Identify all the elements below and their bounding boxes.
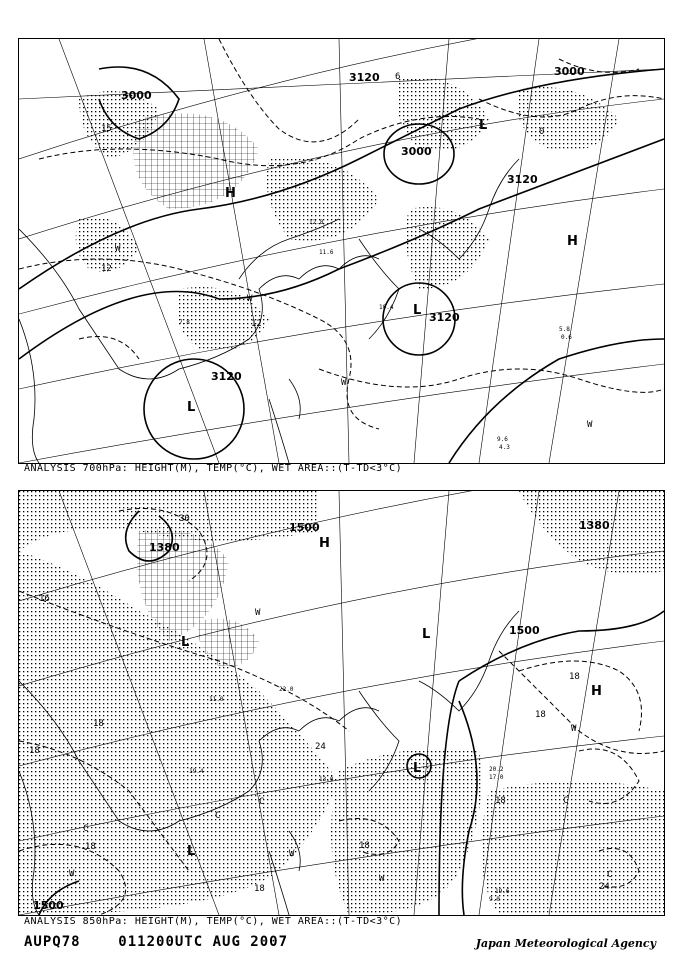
station-value: 0.6: [561, 334, 572, 341]
panel-850hpa-caption: ANALYSIS 850hPa: HEIGHT(M), TEMP(°C), WET AREA::(T-TD<3°C): [24, 916, 403, 927]
wet-areas: [19, 491, 664, 915]
station-value: 13.0: [319, 776, 334, 783]
temp-label: 12: [251, 319, 262, 329]
temp-label: 16: [39, 594, 50, 604]
station-value: 4.3: [499, 444, 510, 451]
station-value: 20.2: [489, 766, 504, 773]
wet-areas: [76, 77, 619, 351]
cold-center: C: [607, 870, 613, 880]
station-value: 10.4: [379, 304, 394, 311]
panel-700hpa-caption: ANALYSIS 700hPa: HEIGHT(M), TEMP(°C), WET AREA::(T-TD<3°C): [24, 463, 403, 474]
height-label: 1500: [33, 899, 64, 912]
station-value: 11.6: [319, 249, 334, 256]
high-center: H: [567, 234, 578, 249]
height-label: 3000: [401, 145, 432, 158]
height-label: 30: [179, 514, 190, 524]
low-center: L: [187, 844, 196, 859]
station-value: 12.8: [309, 219, 324, 226]
low-center: L: [181, 635, 190, 650]
temp-label: 24: [599, 882, 610, 892]
cold-center: C: [83, 824, 89, 834]
temp-label: 18: [359, 841, 370, 851]
map-panel-700hpa: [18, 38, 665, 464]
temp-label: 18: [569, 672, 580, 682]
station-value: 17.0: [489, 774, 504, 781]
height-label: 1380: [149, 541, 180, 554]
low-center: L: [422, 627, 431, 642]
height-label: 3120: [429, 311, 460, 324]
high-center: H: [591, 684, 602, 699]
station-value: 7.8: [179, 319, 190, 326]
warm-center: W: [341, 378, 347, 388]
warm-center: W: [115, 244, 121, 254]
warm-center: W: [247, 294, 253, 304]
map-850hpa-canvas: [19, 491, 664, 915]
warm-center: W: [571, 724, 577, 734]
cold-center: C: [259, 797, 265, 807]
low-center: L: [413, 303, 422, 318]
chart-header: [24, 934, 288, 950]
high-center: H: [225, 186, 236, 201]
warm-center: W: [255, 608, 261, 618]
warm-center: W: [289, 849, 295, 859]
station-value: 9.6: [497, 436, 508, 443]
height-label: 1500: [289, 521, 320, 534]
warm-center: W: [587, 420, 593, 430]
low-center: L: [413, 761, 422, 776]
height-label: 3120: [211, 370, 242, 383]
station-value: 11.0: [209, 696, 224, 703]
station-value: 19.4: [189, 768, 204, 775]
temp-label: 18: [495, 796, 506, 806]
height-label: 3120: [507, 173, 538, 186]
temp-label: 12: [101, 264, 112, 274]
map-700hpa-canvas: [19, 39, 664, 463]
height-label: 3000: [554, 65, 585, 78]
cold-center: C: [563, 796, 569, 806]
temp-label: 0: [539, 127, 545, 137]
warm-center: W: [69, 869, 75, 879]
station-value: 19.6: [495, 888, 510, 895]
temp-label: 18: [29, 746, 40, 756]
station-value: 22.0: [279, 686, 294, 693]
height-label: 3120: [349, 71, 380, 84]
temp-label: 18: [535, 710, 546, 720]
station-value: 9.0: [489, 896, 500, 903]
height-label: 1500: [509, 624, 540, 637]
height-label: 1380: [579, 519, 610, 532]
high-center: H: [319, 536, 330, 551]
temp-label: 18: [93, 719, 104, 729]
temp-label: 15: [101, 124, 112, 134]
agency-name: Japan Meteorological Agency: [475, 937, 656, 950]
chart-code: AUPQ78: [24, 934, 81, 950]
low-center: L: [187, 400, 196, 415]
low-center: L: [479, 118, 488, 133]
temp-label: 24: [315, 742, 326, 752]
valid-time: 011200UTC AUG 2007: [118, 934, 289, 950]
temp-label: 18: [254, 884, 265, 894]
cold-center: C: [215, 811, 221, 821]
temp-label: 6: [395, 72, 401, 82]
map-panel-850hpa: [18, 490, 665, 916]
temp-label: 18: [85, 842, 96, 852]
warm-center: W: [379, 874, 385, 884]
height-label: 3000: [121, 89, 152, 102]
station-value: 5.8: [559, 326, 570, 333]
